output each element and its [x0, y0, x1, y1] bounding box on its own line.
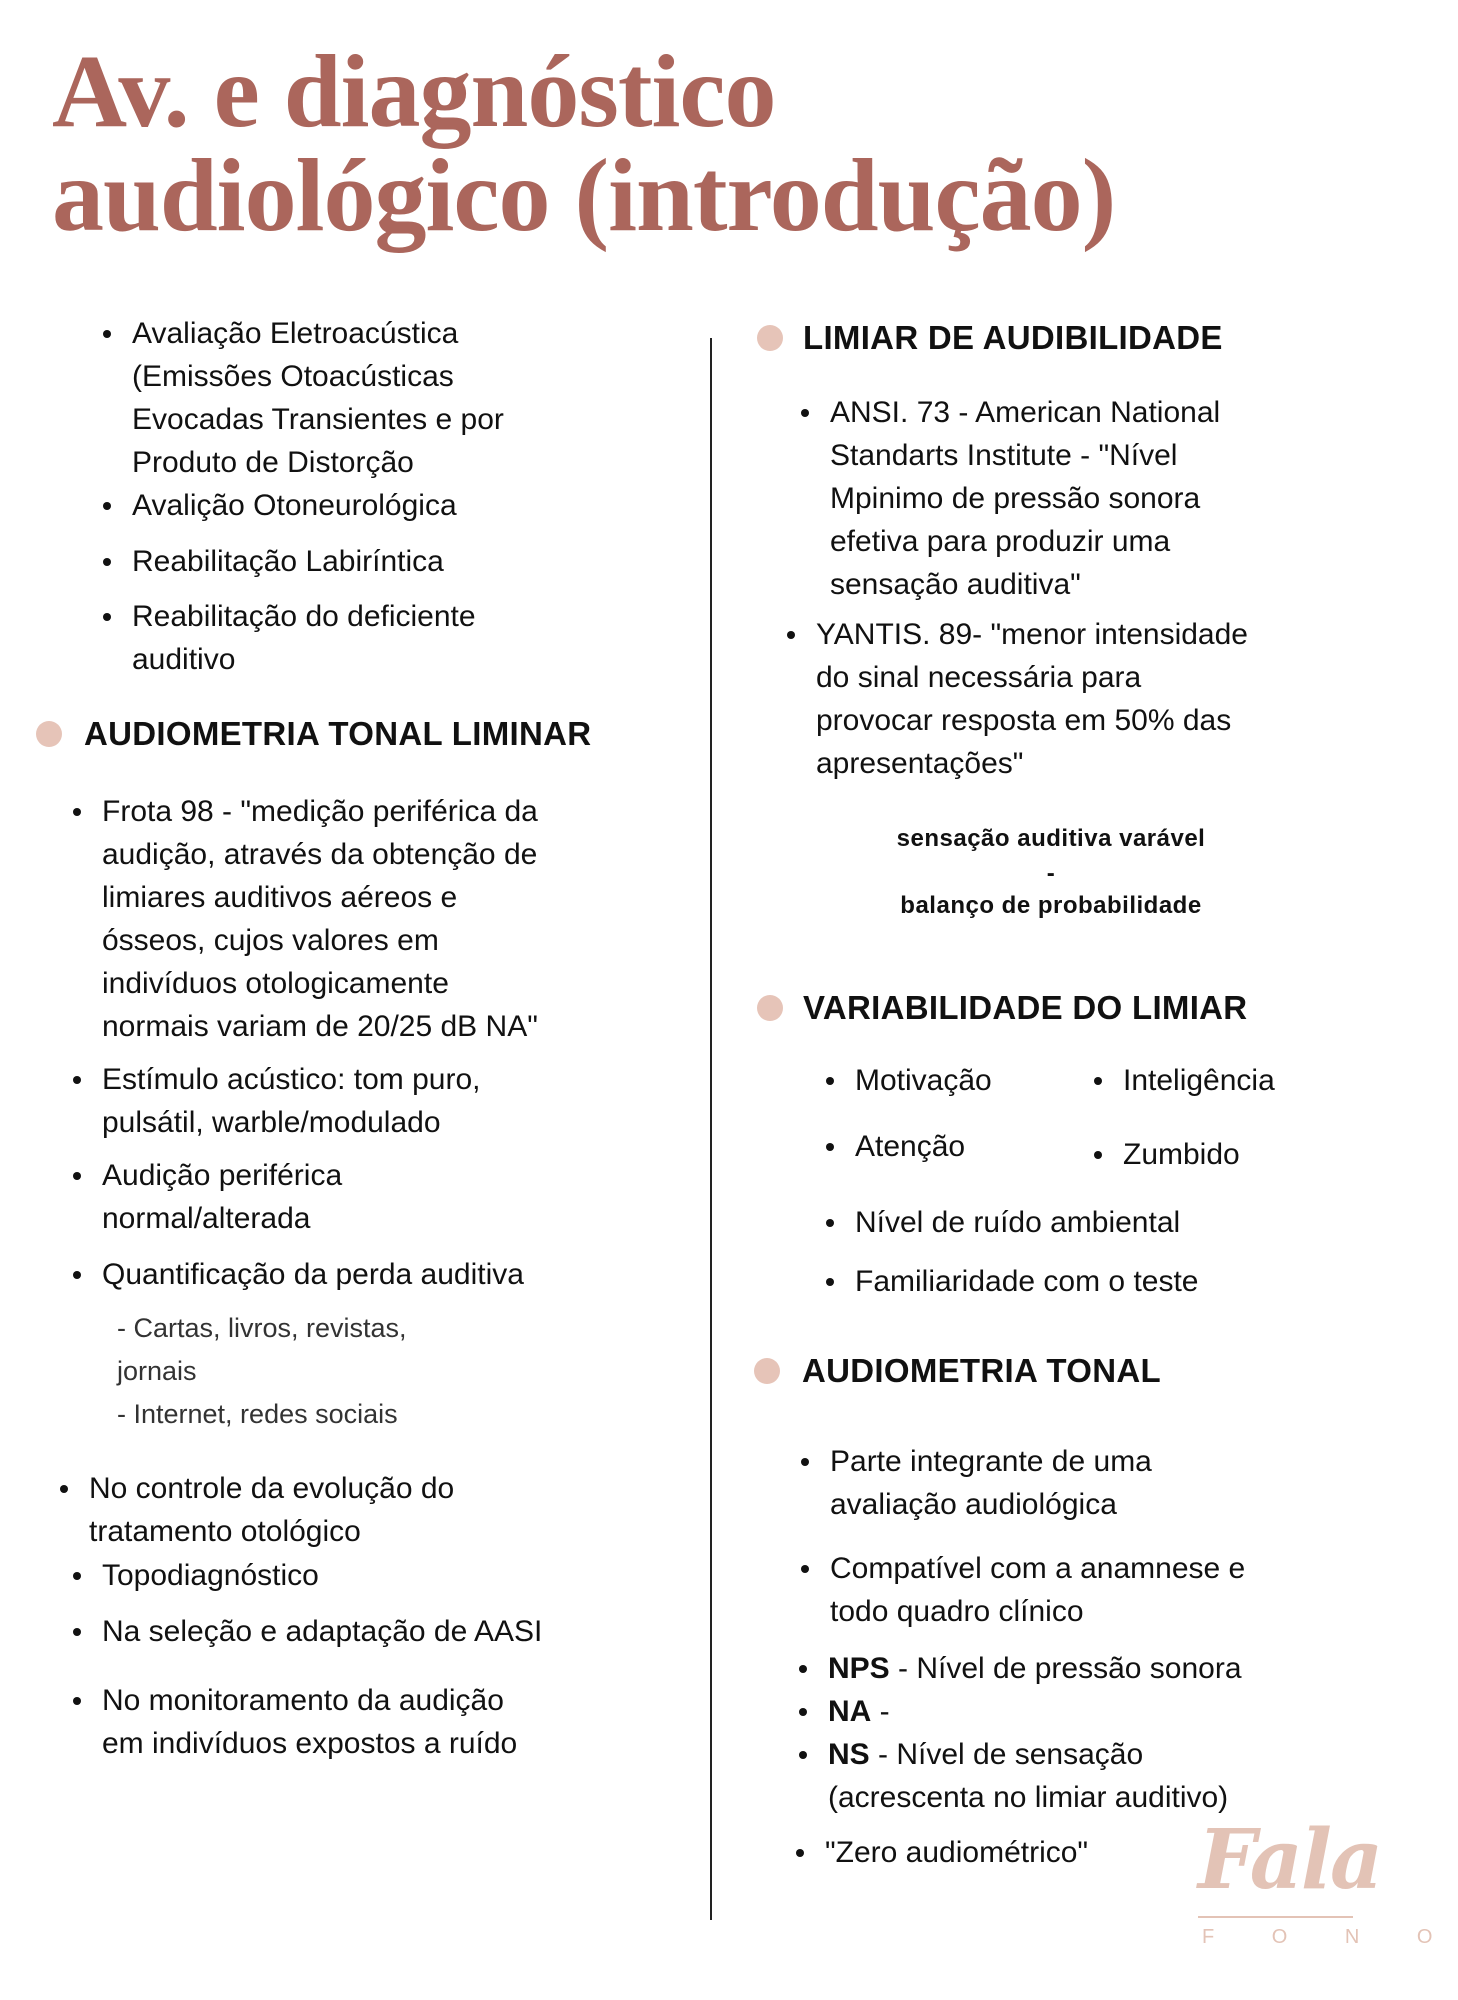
list-item-cont: indivíduos otologicamente	[102, 967, 449, 1000]
list-item-cont: normais variam de 20/25 dB NA"	[102, 1010, 538, 1043]
sub-item: - Cartas, livros, revistas,	[117, 1313, 407, 1343]
heading-bullet-icon	[754, 1358, 780, 1384]
list-item: Reabilitação do deficiente	[132, 595, 476, 638]
sub-item: - Internet, redes sociais	[117, 1399, 398, 1429]
list-item-cont: ósseos, cujos valores em	[102, 924, 439, 957]
list-item: "Zero audiométrico"	[825, 1831, 1088, 1874]
section-heading: AUDIOMETRIA TONAL LIMINAR	[84, 715, 592, 752]
list-item-cont: todo quadro clínico	[830, 1595, 1084, 1628]
list-item: Quantificação da perda auditiva	[102, 1253, 524, 1296]
list-item-cont: em indivíduos expostos a ruído	[102, 1727, 518, 1760]
logo-sub: F O N O	[1202, 1926, 1458, 1948]
list-item-cont: Mpinimo de pressão sonora	[830, 482, 1201, 515]
list-item-cont: audição, através da obtenção de	[102, 838, 538, 871]
heading-bullet-icon	[757, 995, 783, 1021]
list-item-cont: pulsátil, warble/modulado	[102, 1106, 441, 1139]
sub-item: jornais	[117, 1356, 197, 1386]
abbr-text: - Nível de pressão sonora	[889, 1652, 1242, 1685]
list-item: Na seleção e adaptação de AASI	[102, 1610, 542, 1653]
section-heading: AUDIOMETRIA TONAL	[802, 1352, 1161, 1389]
heading-bullet-icon	[36, 721, 62, 747]
list-item: Atenção	[855, 1125, 965, 1168]
list-item: Familiaridade com o teste	[855, 1260, 1198, 1303]
fala-fono-logo	[1190, 1810, 1458, 1960]
list-item: Reabilitação Labiríntica	[132, 540, 444, 583]
center-note: -	[1046, 860, 1056, 887]
list-item-cont: normal/alterada	[102, 1202, 311, 1235]
list-item-cont: apresentações"	[816, 747, 1024, 780]
list-item: Parte integrante de uma	[830, 1440, 1152, 1483]
list-item-cont: do sinal necessária para	[816, 661, 1142, 694]
abbr: NA	[828, 1695, 872, 1728]
list-item: Motivação	[855, 1059, 992, 1102]
list-item-cont: (acrescenta no limiar auditivo)	[828, 1781, 1229, 1814]
list-item-nps	[828, 1647, 1242, 1690]
list-item-cont: Evocadas Transientes e por	[132, 403, 504, 436]
list-item: Audição periférica	[102, 1154, 342, 1197]
list-item-cont: provocar resposta em 50% das	[816, 704, 1232, 737]
center-note: sensação auditiva varável	[896, 825, 1206, 852]
list-item-cont: Produto de Distorção	[132, 446, 414, 479]
list-item: No monitoramento da audição	[102, 1679, 504, 1722]
list-item-ns	[828, 1733, 1143, 1776]
abbr: NPS	[828, 1652, 890, 1685]
list-item: YANTIS. 89- "menor intensidade	[816, 613, 1248, 656]
abbr: NS	[828, 1738, 870, 1771]
section-heading: VARIABILIDADE DO LIMIAR	[803, 989, 1248, 1026]
column-divider	[710, 338, 712, 1920]
list-item: Avalição Otoneurológica	[132, 484, 457, 527]
list-item: Nível de ruído ambiental	[855, 1201, 1180, 1244]
abbr-text: -	[871, 1695, 890, 1728]
page-title	[52, 34, 1116, 253]
list-item-na	[828, 1690, 890, 1733]
logo-word: Fala	[1198, 1812, 1382, 1908]
abbr-text: - Nível de sensação	[869, 1738, 1144, 1771]
list-item-cont: avaliação audiológica	[830, 1488, 1117, 1521]
title-line-1: Av. e diagnóstico	[52, 34, 776, 149]
list-item: No controle da evolução do	[89, 1467, 454, 1510]
list-item-cont: efetiva para produzir uma	[830, 525, 1171, 558]
list-item: Avaliação Eletroacústica	[132, 312, 458, 355]
list-item-cont: tratamento otológico	[89, 1515, 361, 1548]
list-item: Inteligência	[1123, 1059, 1275, 1102]
list-item: Zumbido	[1123, 1133, 1240, 1176]
list-item: Topodiagnóstico	[102, 1554, 319, 1597]
center-note: balanço de probabilidade	[900, 892, 1202, 919]
list-item: Compatível com a anamnese e	[830, 1547, 1245, 1590]
section-heading: LIMIAR DE AUDIBILIDADE	[803, 319, 1223, 356]
list-item-cont: sensação auditiva"	[830, 568, 1081, 601]
list-item: Frota 98 - "medição periférica da	[102, 790, 538, 833]
list-item-cont: Standarts Institute - "Nível	[830, 439, 1178, 472]
list-item-cont: limiares auditivos aéreos e	[102, 881, 458, 914]
list-item: ANSI. 73 - American National	[830, 391, 1220, 434]
title-line-2: audiológico (introdução)	[52, 138, 1116, 253]
list-item-cont: auditivo	[132, 643, 236, 676]
logo-underline	[1198, 1916, 1353, 1918]
list-item: Estímulo acústico: tom puro,	[102, 1058, 481, 1101]
heading-bullet-icon	[757, 325, 783, 351]
list-item-cont: (Emissões Otoacústicas	[132, 360, 454, 393]
